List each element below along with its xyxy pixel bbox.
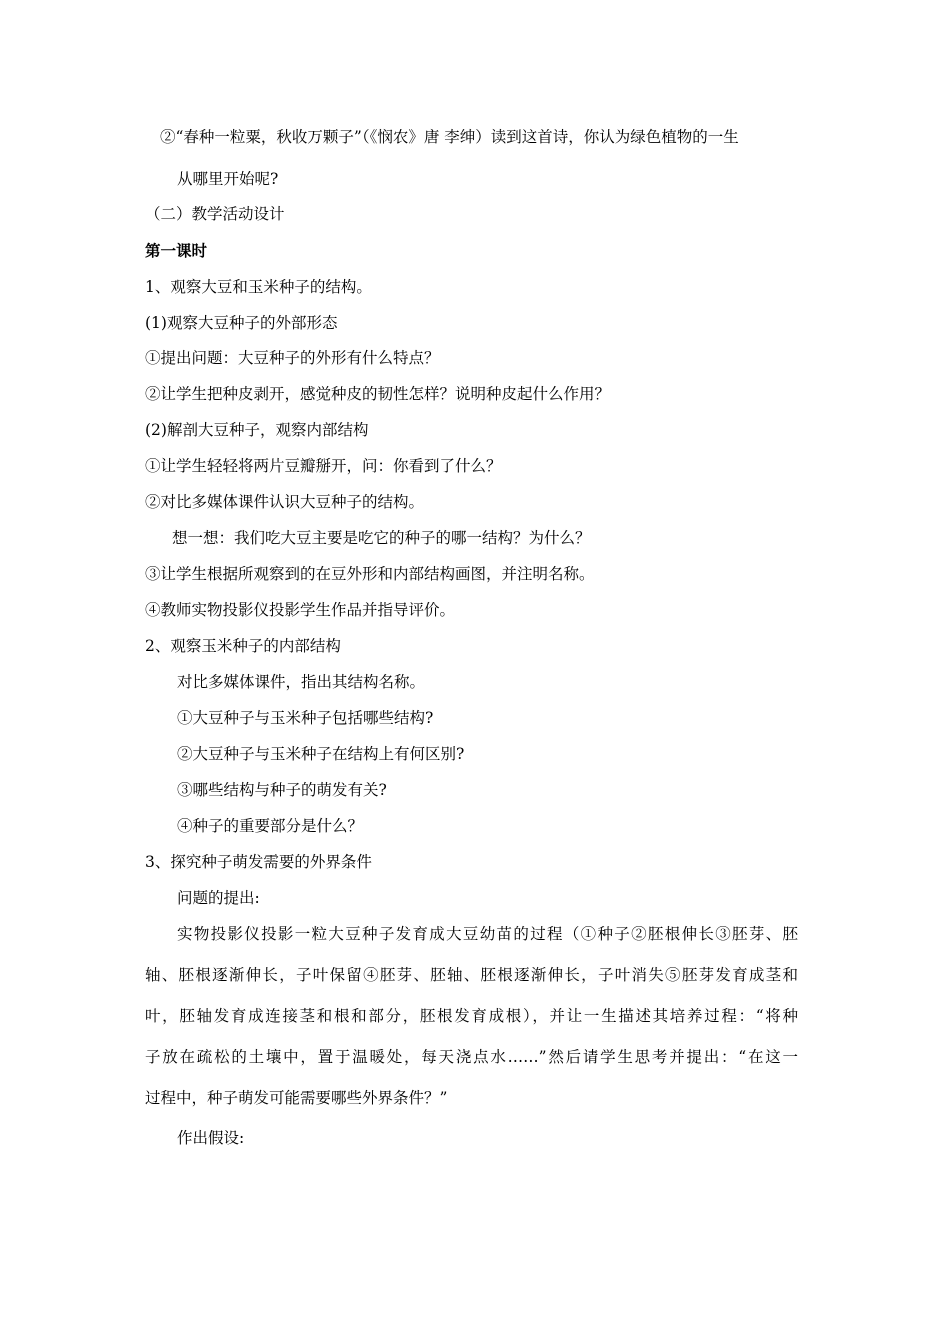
hypothesis-label: 作出假设: <box>177 1129 245 1147</box>
part2-item: ④种子的重要部分是什么？ <box>177 817 364 835</box>
part1-sub1-item: ②让学生把种皮剥开，感觉种皮的韧性怎样？说明种皮起什么作用？ <box>145 385 611 403</box>
paragraph-line: 过程中，种子萌发可能需要哪些外界条件？” <box>145 1089 448 1107</box>
part1-title: 1、观察大豆和玉米种子的结构。 <box>145 278 372 296</box>
part1-sub1: (1)观察大豆种子的外部形态 <box>145 314 338 332</box>
paragraph-line: 子放在疏松的土壤中，置于温暖处，每天浇点水……”然后请学生思考并提出：“在这一 <box>145 1048 798 1066</box>
think-question: 想一想：我们吃大豆主要是吃它的种子的哪一结构？为什么？ <box>172 529 591 547</box>
part3-title: 3、探究种子萌发需要的外界条件 <box>145 853 372 871</box>
paragraph-line: 实物投影仪投影一粒大豆种子发育成大豆幼苗的过程（①种子②胚根伸长③胚芽、胚 <box>177 925 798 943</box>
part2-item: ②大豆种子与玉米种子在结构上有何区别? <box>177 745 465 763</box>
poem-question-line-1: ②“春种一粒粟，秋收万颗子”（《悯农》唐 李绅）读到这首诗，你认为绿色植物的一生 <box>160 128 739 146</box>
paragraph-line: 轴、胚根逐渐伸长，子叶保留④胚芽、胚轴、胚根逐渐伸长，子叶消失⑤胚芽发育成茎和 <box>145 966 798 984</box>
part1-sub2-item: ③让学生根据所观察到的在豆外形和内部结构画图，并注明名称。 <box>145 565 595 583</box>
paragraph-line: 叶，胚轴发育成连接茎和根和部分，胚根发育成根），并让一生描述其培养过程：“将种 <box>145 1007 798 1025</box>
poem-question-line-2: 从哪里开始呢? <box>177 170 279 188</box>
part1-sub2-item: ②对比多媒体课件认识大豆种子的结构。 <box>145 493 425 511</box>
question-label: 问题的提出: <box>177 889 260 907</box>
part1-sub1-item: ①提出问题：大豆种子的外形有什么特点？ <box>145 349 440 367</box>
part2-item: ①大豆种子与玉米种子包括哪些结构? <box>177 709 434 727</box>
part2-title: 2、观察玉米种子的内部结构 <box>145 637 341 655</box>
part1-sub2: (2)解剖大豆种子，观察内部结构 <box>145 421 369 439</box>
part2-item: ③哪些结构与种子的萌发有关? <box>177 781 387 799</box>
section-heading: （二）教学活动设计 <box>145 205 285 223</box>
part2-intro: 对比多媒体课件，指出其结构名称。 <box>177 673 426 691</box>
lesson-title: 第一课时 <box>145 242 208 260</box>
part1-sub2-item: ①让学生轻轻将两片豆瓣掰开，问：你看到了什么？ <box>145 457 502 475</box>
part1-sub2-item: ④教师实物投影仪投影学生作品并指导评价。 <box>145 601 456 619</box>
